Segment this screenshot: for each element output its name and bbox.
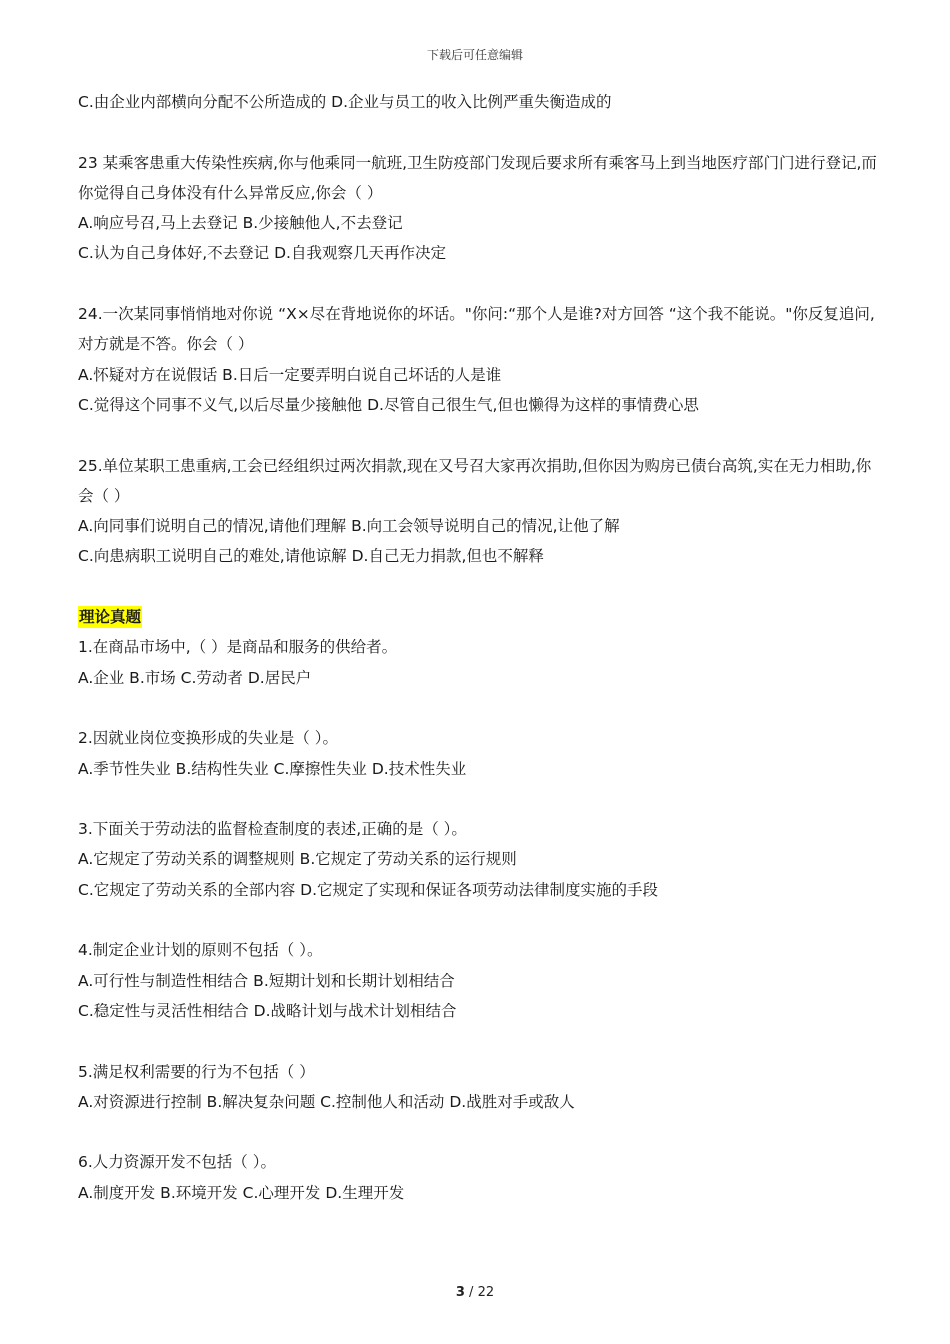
section-title: 理论真题 — [79, 608, 142, 627]
total-pages: 22 — [477, 1285, 495, 1300]
theory-question-4-options-ab: A.可行性与制造性相结合 B.短期计划和长期计划相结合 — [78, 971, 455, 990]
page-number — [0, 1285, 950, 1300]
question-25-options-cd: C.向患病职工说明自己的难处,请他谅解 D.自己无力捐款,但也不解释 — [78, 547, 544, 566]
question-24-options-cd: C.觉得这个同事不义气,以后尽量少接触他 D.尽管自己很生气,但也懒得为这样的事情费心思 — [78, 395, 699, 414]
document-body — [78, 87, 878, 1208]
question-23-options-ab: A.响应号召,马上去登记 B.少接触他人,不去登记 — [78, 214, 403, 233]
question-25-options-ab: A.向同事们说明自己的情况,请他们理解 B.向工会领导说明自己的情况,让他了解 — [78, 517, 620, 536]
theory-question-6: 6.人力资源开发不包括（ ）。 — [78, 1153, 276, 1172]
question-24-options-ab: A.怀疑对方在说假话 B.日后一定要弄明白说自己坏话的人是谁 — [78, 365, 502, 384]
theory-question-6-options: A.制度开发 B.环境开发 C.心理开发 D.生理开发 — [78, 1183, 405, 1202]
theory-question-4: 4.制定企业计划的原则不包括（ ）。 — [78, 941, 323, 960]
question-stem-25: 25.单位某职工患重病,工会已经组织过两次捐款,现在又号召大家再次捐助,但你因为购房已债台高筑,实在无力相助,你会（ ） — [78, 456, 872, 505]
question-stem-23: 23 某乘客患重大传染性疾病,你与他乘同一航班,卫生防疫部门发现后要求所有乘客马上到当地医疗部门门进行登记,而你觉得自己身体没有什么异常反应,你会（ ） — [78, 153, 877, 202]
theory-question-3-options-cd: C.它规定了劳动关系的全部内容 D.它规定了实现和保证各项劳动法律制度实施的手段 — [78, 880, 659, 899]
theory-question-3-options-ab: A.它规定了劳动关系的调整规则 B.它规定了劳动关系的运行规则 — [78, 850, 517, 869]
page-header: 下载后可任意编辑 — [426, 48, 523, 62]
theory-question-2: 2.因就业岗位变换形成的失业是（ ）。 — [78, 729, 338, 748]
question-stem-24: 24.一次某同事悄悄地对你说 “X×尽在背地说你的坏话。"你问:“那个人是谁?对方回答 “这个我不能说。"你反复追问,对方就是不答。你会（ ） — [78, 305, 875, 354]
option-line: C.由企业内部横向分配不公所造成的 D.企业与员工的收入比例严重失衡造成的 — [78, 93, 612, 111]
theory-question-5-options: A.对资源进行控制 B.解决复杂问题 C.控制他人和活动 D.战胜对手或敌人 — [78, 1092, 575, 1111]
theory-question-5: 5.满足权利需要的行为不包括（ ） — [78, 1062, 315, 1081]
question-23-options-cd: C.认为自己身体好,不去登记 D.自我观察几天再作决定 — [78, 244, 446, 263]
theory-question-1-options: A.企业 B.市场 C.劳动者 D.居民户 — [78, 668, 312, 687]
page-separator: / — [464, 1285, 478, 1300]
section-heading-row — [78, 602, 878, 632]
theory-question-4-options-cd: C.稳定性与灵活性相结合 D.战略计划与战术计划相结合 — [78, 1001, 457, 1020]
theory-question-2-options: A.季节性失业 B.结构性失业 C.摩擦性失业 D.技术性失业 — [78, 759, 467, 778]
theory-question-1: 1.在商品市场中,（ ）是商品和服务的供给者。 — [78, 638, 398, 657]
theory-question-3: 3.下面关于劳动法的监督检查制度的表述,正确的是（ ）。 — [78, 820, 467, 839]
current-page: 3 — [455, 1285, 465, 1300]
